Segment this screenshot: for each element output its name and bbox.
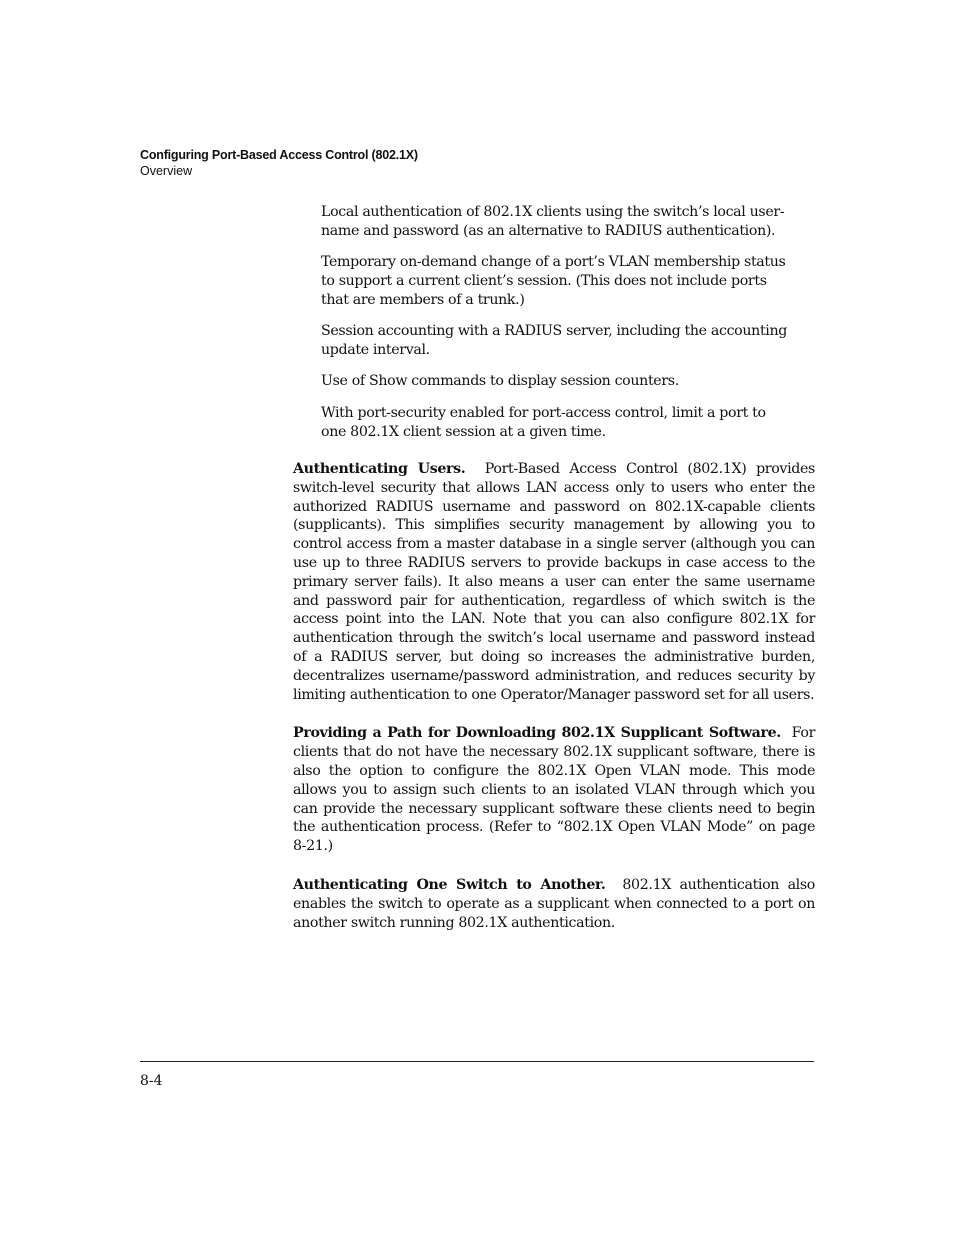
chapter-title: Configuring Port-Based Access Control (802.1X)	[140, 148, 418, 162]
list-item: Use of Show commands to display session counters.	[321, 373, 679, 390]
paragraph-lead: Authenticating One Switch to Another.	[293, 876, 606, 893]
feature-list	[321, 203, 791, 454]
page-number: 8-4	[140, 1073, 163, 1089]
list-item: With port-security enabled for port-access control, limit a port to one 802.1X client session at a given time.	[321, 404, 766, 440]
paragraph-text: 802.1X authentication also enables the switch to operate as a supplicant when connected to a port on another switch running 802.1X authentication.	[293, 876, 815, 931]
paragraph-text: For clients that do not have the necessary 802.1X supplicant software, there is also the option to configure the 802.1X Open VLAN mode. This mode allows you to assign such clients to an isolated VLAN through which you can provide the necessary supplicant software these clients need to begin the authentication process. (Refer to “802.1X Open VLAN Mode” on page 8-21.)	[293, 725, 815, 855]
paragraph-lead: Authenticating Users.	[293, 461, 466, 477]
list-item: Local authentication of 802.1X clients using the switch’s local user-name and password (as an alternative to RADIUS authentication).	[321, 204, 785, 239]
running-header	[140, 147, 418, 179]
paragraph-lead: Providing a Path for Downloading 802.1X Supplicant Software.	[293, 725, 781, 742]
body-paragraphs	[293, 460, 815, 952]
paragraph-text: Port-Based Access Control (802.1X) provides switch-level security that allows LAN access only to users who enter the authorized RADIUS username and password on 802.1X-capable clients (supplicants). This simplifies security management by allowing you to control access from a master database in a single server (although you can use up to three RADIUS servers to provide backups in case access to the primary server fails). It also means a user can enter the same username and password pair for authentication, regardless of which switch is the access point into the LAN. Note that you can also configure 802.1X for authentication through the switch’s local username and password instead of a RADIUS server, but doing so increases the administrative burden, decentralizes username/password administration, and reduces security by limiting authentication to one Operator/Manager password set for all users.	[293, 461, 815, 703]
paragraph-authenticating-users	[293, 460, 815, 704]
paragraph-supplicant-software	[293, 724, 815, 856]
paragraph-switch-to-switch	[293, 876, 815, 932]
list-item: Temporary on-demand change of a port’s VLAN membership status to support a current client’s session. (This does not include ports that are members of a trunk.)	[321, 254, 786, 308]
section-title: Overview	[140, 164, 193, 178]
footer-rule	[140, 1061, 814, 1062]
list-item: Session accounting with a RADIUS server, including the accounting update interval.	[321, 323, 788, 358]
